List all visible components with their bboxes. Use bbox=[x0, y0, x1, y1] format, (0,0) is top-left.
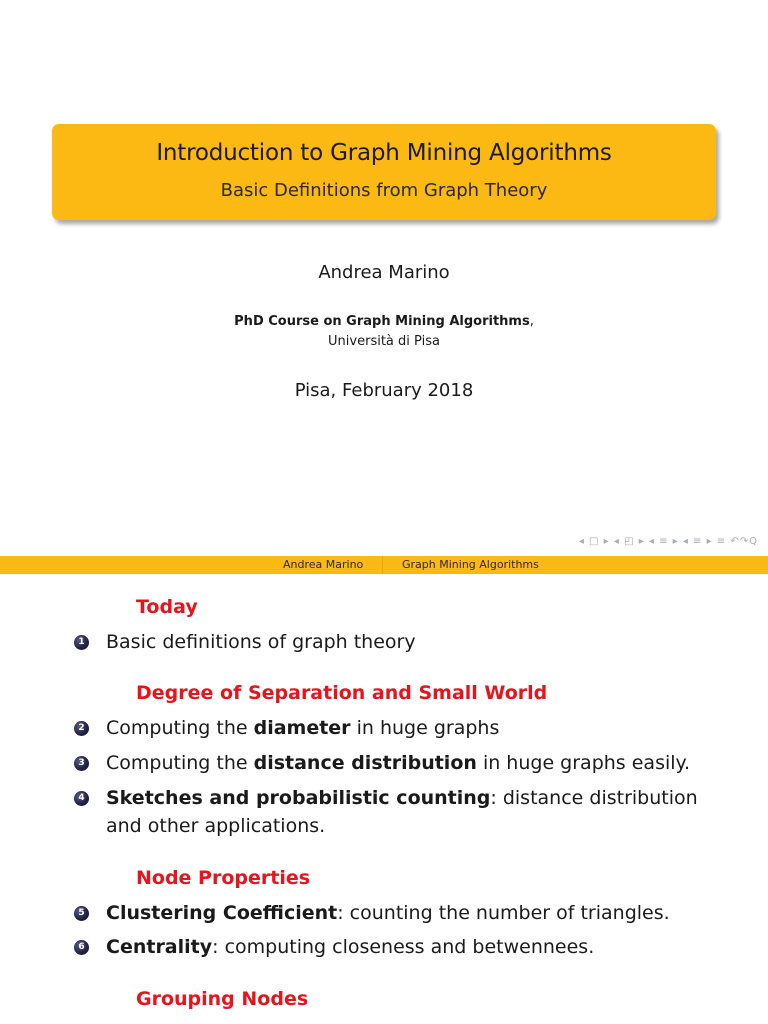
numbered-bullet-icon: 6 bbox=[74, 940, 89, 955]
beamer-navigation-icons[interactable]: ◂ □ ▸ ◂ ◰ ▸ ◂ ≡ ▸ ◂ ≡ ▸ ≡ ↶↷Q bbox=[578, 536, 758, 547]
institute-line bbox=[0, 314, 768, 329]
institute-comma: , bbox=[529, 314, 534, 329]
outline-item-4 bbox=[74, 784, 734, 840]
outline-item-3 bbox=[74, 749, 734, 777]
numbered-bullet-icon: 5 bbox=[74, 906, 89, 921]
section-heading-grouping-nodes: Grouping Nodes bbox=[136, 988, 309, 1010]
item-rest: in huge graphs bbox=[350, 717, 500, 739]
numbered-bullet-icon: 4 bbox=[74, 791, 89, 806]
item-keyword: Clustering Coefficient bbox=[106, 902, 338, 924]
numbered-bullet-icon: 1 bbox=[74, 635, 89, 650]
footer-title: Graph Mining Algorithms bbox=[402, 558, 539, 571]
outline-item-text bbox=[106, 784, 734, 840]
outline-item-text bbox=[106, 899, 734, 927]
university-name: Università di Pisa bbox=[328, 334, 440, 349]
item-keyword: diameter bbox=[253, 717, 351, 739]
item-rest: : distance distribution and other applications. bbox=[106, 787, 698, 837]
course-name: PhD Course on Graph Mining Algorithms bbox=[234, 314, 530, 329]
outline-item-2 bbox=[74, 714, 734, 742]
section-heading-today: Today bbox=[136, 596, 198, 618]
item-rest: in huge graphs easily. bbox=[476, 752, 691, 774]
numbered-bullet-icon: 2 bbox=[74, 721, 89, 736]
outline-item-text bbox=[106, 628, 734, 656]
outline-item-text bbox=[106, 933, 734, 961]
author-name: Andrea Marino bbox=[318, 262, 450, 283]
numbered-bullet-icon: 3 bbox=[74, 756, 89, 771]
title-block bbox=[52, 124, 716, 220]
item-text: Basic definitions of graph theory bbox=[106, 631, 416, 653]
slide-footer bbox=[0, 556, 768, 574]
outline-item-6 bbox=[74, 933, 734, 961]
section-heading-small-world: Degree of Separation and Small World bbox=[136, 682, 548, 704]
outline-item-text bbox=[106, 749, 734, 777]
item-keyword: Sketches and probabilistic counting bbox=[106, 787, 491, 809]
item-keyword: distance distribution bbox=[253, 752, 477, 774]
presentation-title: Introduction to Graph Mining Algorithms bbox=[156, 140, 612, 166]
footer-author: Andrea Marino bbox=[283, 558, 364, 571]
presentation-subtitle: Basic Definitions from Graph Theory bbox=[220, 180, 548, 201]
footer-divider bbox=[382, 556, 383, 574]
presentation-date: Pisa, February 2018 bbox=[294, 380, 474, 401]
item-prefix: Computing the bbox=[106, 752, 254, 774]
outline-item-text bbox=[106, 714, 734, 742]
outline-item-5 bbox=[74, 899, 734, 927]
outline-item-1 bbox=[74, 628, 734, 656]
outline-slide bbox=[0, 574, 768, 1024]
item-prefix: Computing the bbox=[106, 717, 254, 739]
item-rest: : counting the number of triangles. bbox=[337, 902, 670, 924]
item-keyword: Centrality bbox=[106, 936, 213, 958]
section-heading-node-properties: Node Properties bbox=[136, 867, 311, 889]
item-rest: : computing closeness and betwennees. bbox=[212, 936, 595, 958]
